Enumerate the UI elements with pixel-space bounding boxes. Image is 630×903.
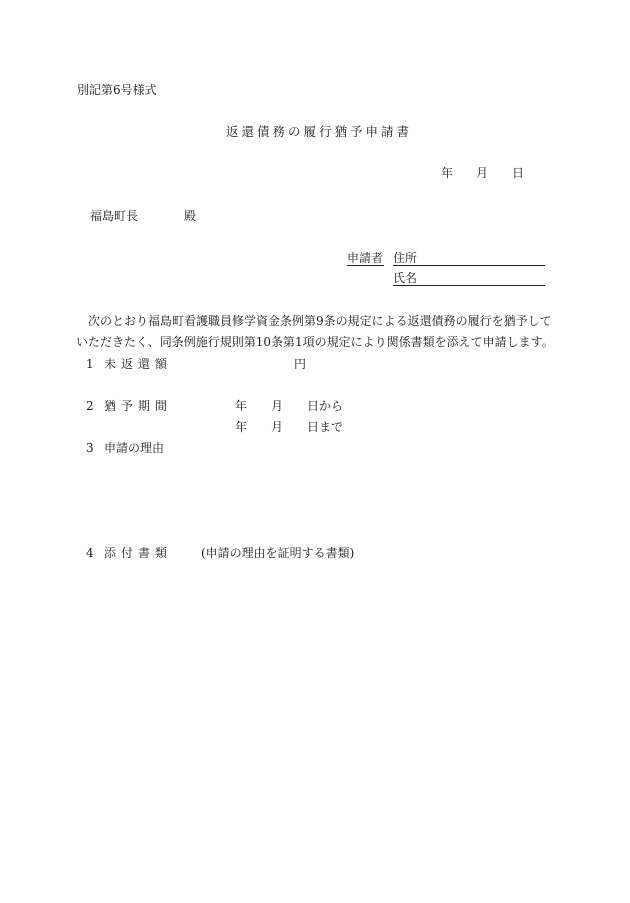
body-line-1: 次のとおり福島町看護職員修学資金条例第9条の規定による返還債務の履行を猶予して: [88, 314, 552, 328]
date-month-label: 月: [476, 166, 489, 180]
applicant-address-label: 住所: [393, 251, 418, 265]
item-2-number: 2: [86, 399, 94, 413]
item-4-label: 添付書類: [104, 546, 173, 560]
form-number: 別記第6号様式: [77, 83, 157, 97]
applicant-name-label: 氏名: [393, 271, 418, 285]
item-3-label: 申請の理由: [104, 441, 165, 455]
applicant-name-line: [393, 285, 545, 286]
addressee-honorific: 殿: [184, 209, 197, 223]
item-2-from-day: 日から: [307, 399, 344, 413]
item-2-to-month: 月: [271, 420, 284, 434]
body-line-2: いただきたく、同条例施行規則第10条第1項の規定により関係書類を添えて申請します。: [76, 335, 554, 349]
item-2-to-year: 年: [235, 420, 248, 434]
applicant-address-line: [393, 265, 545, 266]
document-title: 返還債務の履行猶予申請書: [226, 124, 413, 139]
item-1-label: 未返還額: [104, 357, 173, 371]
item-1-unit: 円: [294, 357, 307, 371]
item-4-note: (申請の理由を証明する書類): [201, 546, 355, 560]
addressee-name: 福島町長: [90, 209, 139, 223]
item-1-number: 1: [86, 357, 94, 371]
item-2-from-month: 月: [271, 399, 284, 413]
item-2-to-day: 日まで: [307, 420, 344, 434]
applicant-label-underline: [347, 265, 384, 266]
item-3-number: 3: [86, 441, 94, 455]
date-year-label: 年: [441, 166, 454, 180]
item-2-label: 猶予期間: [104, 399, 173, 413]
date-day-label: 日: [512, 166, 525, 180]
body-paragraph: [76, 311, 558, 353]
item-2-from-year: 年: [235, 399, 248, 413]
item-4-number: 4: [86, 546, 94, 560]
applicant-label: 申請者: [347, 251, 384, 265]
